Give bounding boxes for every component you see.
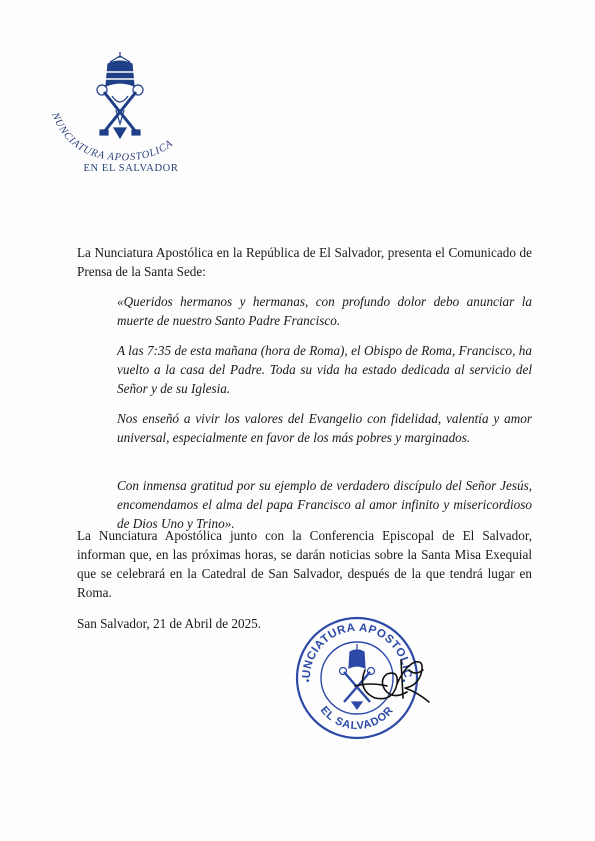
svg-text:•: • (306, 676, 310, 687)
stamp-top-text: UNCIATURA APOSTOLIC (300, 621, 414, 679)
quote-paragraph-1: «Queridos hermanos y hermanas, con profundo dolor debo anunciar la muerte de nuestro Santo Padre Francisco. (117, 294, 532, 328)
handwritten-signature (335, 640, 435, 710)
papal-crest-icon (40, 52, 200, 172)
svg-text:NUNCIATURA APOSTOLICA (49, 110, 176, 163)
letterhead-subtitle: EN EL SALVADOR (83, 163, 179, 174)
svg-text:•: • (402, 676, 406, 687)
quote-paragraph-3: Nos enseñó a vivir los valores del Evangelio con fidelidad, valentía y amor universal, especialmente en favor de los más pobres y marginados. (117, 411, 532, 445)
letterhead-arc-text: NUNCIATURA APOSTOLICA (49, 111, 176, 164)
letterhead (40, 52, 200, 182)
date-line: San Salvador, 21 de Abril de 2025. (77, 616, 262, 631)
quote-paragraph-2: A las 7:35 de esta mañana (hora de Roma), el Obispo de Roma, Francisco, ha vuelto a la casa del Padre. Toda su vida ha estado dedicada al servicio del Señor y de su Iglesia. (117, 343, 532, 396)
closing-paragraph: La Nunciatura Apostólica junto con la Conferencia Episcopal de El Salvador, informan que, en las próximas horas, se darán noticias sobre la Santa Misa Exequial que se celebrará en la Catedral de San Salvador, después de la que tendrá lugar en Roma. (77, 528, 532, 600)
quote-paragraph-4: Con inmensa gratitud por su ejemplo de verdadero discípulo del Señor Jesús, encomendamos el alma del papa Francisco al amor infinito y misericordioso de Dios Uno y Trino». (117, 478, 532, 531)
stamp-bottom-text: EL SALVADOR (317, 704, 397, 733)
intro-paragraph: La Nunciatura Apostólica en la República de El Salvador, presenta el Comunicado de Prensa de la Santa Sede: (77, 245, 532, 279)
